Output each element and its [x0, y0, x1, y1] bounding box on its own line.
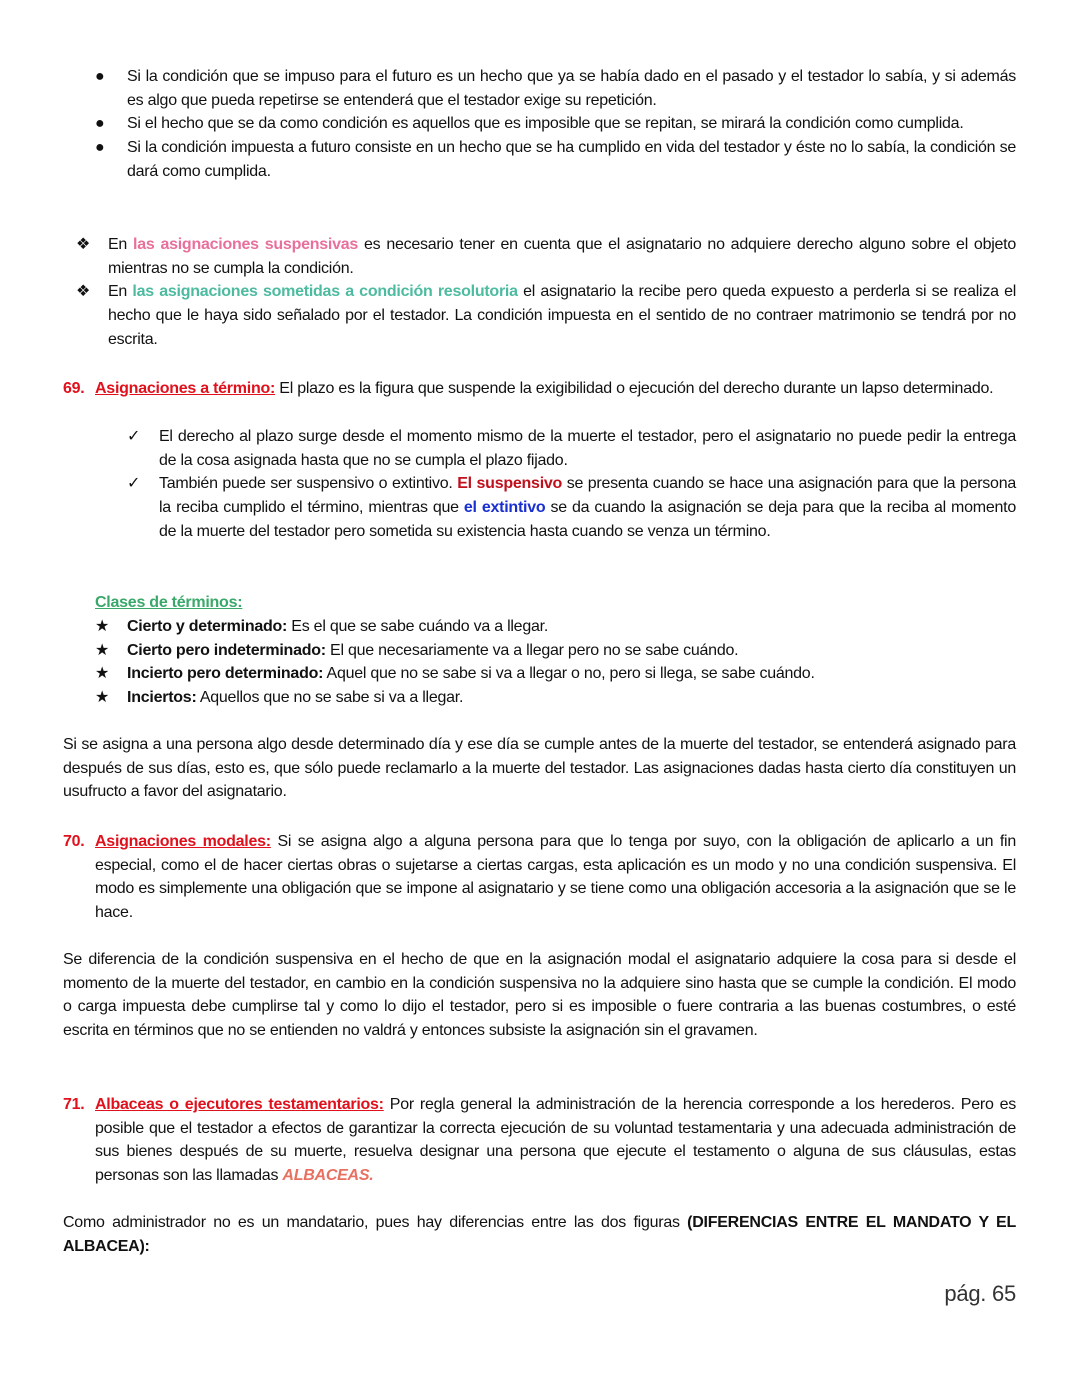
star-icon: ★ [95, 689, 110, 707]
list-item [95, 686, 1016, 710]
diamond-bullet-icon: ❖ [76, 283, 91, 301]
highlight: El suspensivo [457, 475, 563, 493]
diamond-bullet-icon: ❖ [76, 236, 91, 253]
term: Inciertos: [127, 689, 197, 707]
list-item [95, 112, 1016, 136]
paragraph: Si se asigna a una persona algo desde determinado día y ese día se cumple antes de la muerte del testador, se entenderá asignado para después de sus días, esto es, que sólo puede reclamarlo a la muerte del testador. Las asignaciones dadas hasta cierto día constituyen un usufructo a favor del asignatario. [63, 736, 1016, 801]
section-text: Si se asigna algo a alguna persona para que lo tenga por suyo, con la obligación de aplicarlo a un fin especial, como el de hacer ciertas obras o sujetarse a ciertas cargas, esta aplicación es un modo y no una condición suspensiva. El modo es simplemente una obligación que se impone al asignatario y se tiene como una obligación accesoria a la asignación que se le hace. [95, 833, 1017, 922]
item-text: Si la condición que se impuso para el futuro es un hecho que ya se había dado en el pasado y el testador lo sabía, y si además es algo que pueda repetirse se entenderá que el testador exige su repetición. [127, 68, 1016, 109]
emphasis: ALBACEAS. [282, 1167, 374, 1185]
list-item [127, 425, 1016, 472]
list-item [95, 639, 1016, 663]
checkmark-icon: ✓ [127, 475, 141, 493]
definition: El que necesariamente va a llegar pero no se sabe cuándo. [325, 641, 739, 659]
definition: Es el que se sabe cuándo va a llegar. [287, 618, 549, 635]
section-title: Albaceas o ejecutores testamentarios: [95, 1096, 384, 1113]
bullet-icon: ● [95, 68, 105, 85]
section-number: 70. [63, 833, 85, 850]
text: se da cuando la asignación se deja para que la reciba al momento de la muerte del testador pero sometida su existencia hasta cuando se venza un término. [159, 499, 1017, 540]
bullet-list [95, 65, 1016, 184]
paragraph [63, 1211, 1016, 1258]
definition: Aquellos que no se sabe si va a llegar. [196, 689, 464, 707]
section-71 [63, 1093, 1016, 1188]
definition: Aquel que no se sabe si va a llegar o no, pero si llega, se sabe cuándo. [323, 665, 815, 683]
bullet-icon: ● [95, 139, 105, 157]
section-70 [63, 830, 1016, 925]
text: se presenta cuando se hace una asignación para que la persona la reciba cumplido el término, mientras que [159, 475, 1017, 517]
text: En [108, 236, 134, 253]
text: Como administrador no es un mandatario, pues hay diferencias entre las dos figuras [63, 1214, 688, 1231]
text: También puede ser suspensivo o extintivo. [159, 475, 458, 493]
bullet-icon: ● [95, 115, 105, 133]
highlight: las asignaciones suspensivas [133, 236, 359, 253]
text: En [108, 283, 133, 301]
list-item [127, 472, 1016, 543]
list-item [76, 280, 1016, 351]
star-icon: ★ [95, 665, 110, 683]
text: El derecho al plazo surge desde el momento mismo de la muerte el testador, pero el asignatario no puede pedir la entrega de la cosa asignada hasta que no se cumpla el plazo fijado. [159, 428, 1016, 469]
section-number: 69. [63, 380, 85, 397]
diamond-list [76, 233, 1016, 352]
list-item [76, 233, 1016, 280]
list-item [95, 136, 1016, 183]
section-title: Asignaciones a término: [95, 380, 276, 397]
heading: Clases de términos: [95, 594, 243, 611]
list-item [95, 615, 1016, 639]
item-text: Si la condición impuesta a futuro consiste en un hecho que se ha cumplido en vida del testador y éste no lo sabía, la condición se dará como cumplida. [127, 139, 1016, 180]
paragraph: Se diferencia de la condición suspensiva en el hecho de que en la asignación modal el asignatario adquiere la cosa para si desde el momento de la muerte del testador, en cambio en la condición suspensiva no la adquiere sino hasta que se cumple la condición. El modo o carga impuesta debe cumplirse tal y como lo dijo el testador, pero si es imposible o fuere contraria a las buenas costumbres, o esté escrita en términos que no se entienden no valdrá y entonces subsiste la asignación sin el gravamen. [63, 951, 1016, 1040]
section-text: Por regla general la administración de la herencia corresponde a los herederos. Pero es posible que el testador a efectos de garantizar la correcta ejecución de su voluntad testamentaria y una adecuada administración de sus bienes después de su muerte, resuelva designar una persona que ejecute el testamento o alguna de sus cláusulas, estas personas son las llamadas [95, 1096, 1016, 1185]
clases-heading [95, 591, 1048, 615]
section-number: 71. [63, 1096, 85, 1113]
page-number: pág. 65 [944, 1281, 1016, 1306]
highlight: el extintivo [463, 499, 546, 517]
list-item [95, 65, 1016, 112]
highlight: las asignaciones sometidas a condición resolutoria [132, 283, 518, 301]
list-item [95, 662, 1016, 686]
section-title: Asignaciones modales: [95, 833, 271, 850]
text: es necesario tener en cuenta que el asignatario no adquiere derecho alguno sobre el objeto mientras no se cumpla la condición. [108, 236, 1017, 277]
check-list [127, 425, 1016, 544]
term: Incierto pero determinado: [127, 665, 324, 683]
star-icon: ★ [95, 618, 110, 635]
section-text: El plazo es la figura que suspende la exigibilidad o ejecución del derecho durante un lapso determinado. [275, 380, 994, 397]
checkmark-icon: ✓ [127, 428, 141, 445]
text: el asignatario la recibe pero queda expuesto a perderla si se realiza el hecho que le haya sido señalado por el testador. La condición impuesta en el sentido de no contraer matrimonio se tendrá por no escrita. [108, 283, 1017, 348]
term: Cierto y determinado: [127, 618, 288, 635]
star-icon: ★ [95, 641, 110, 659]
term: Cierto pero indeterminado: [127, 641, 326, 659]
section-69 [63, 377, 1016, 401]
item-text: Si el hecho que se da como condición es aquellos que es imposible que se repitan, se mirará la condición como cumplida. [127, 115, 964, 133]
bold-text: (DIFERENCIAS ENTRE EL MANDATO Y EL ALBACEA): [63, 1214, 1016, 1255]
star-list [95, 615, 1016, 710]
